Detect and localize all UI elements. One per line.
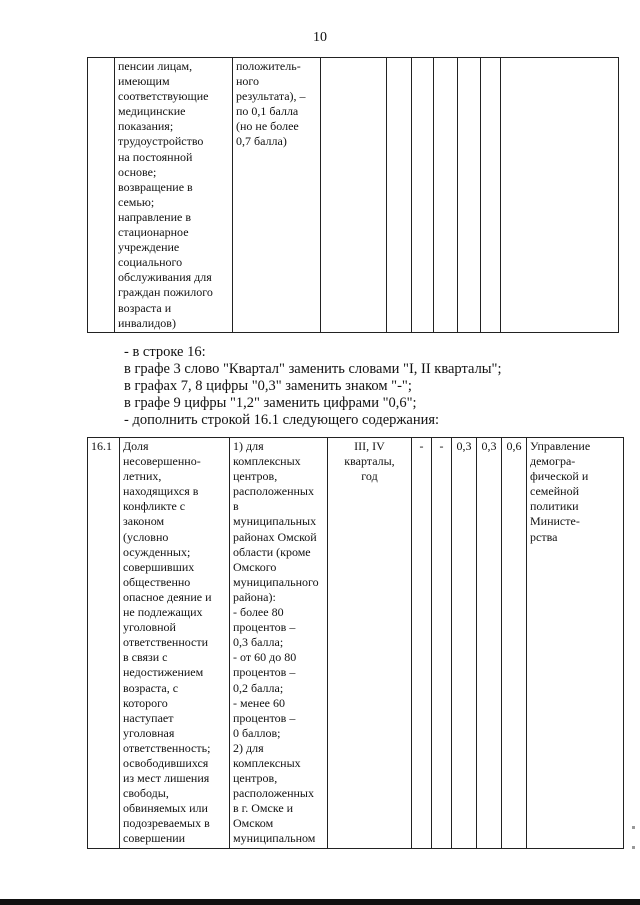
table1-cell-description: пенсии лицам, имеющим соответствующие медицинские показания; трудоустройство на постоянной основе; возвращение в семью; направление в стационарное учреждение социального обслуживания для граждан пожилого возраста и инвалидов) (115, 58, 233, 333)
responsible-department: Управление демогра- фической и семейной политики Министе- рства (527, 438, 624, 849)
scan-bottom-edge (0, 899, 640, 905)
column-6-value: - (432, 438, 452, 849)
indicator-description: Доля несовершенно- летних, находящихся в конфликте с законом (условно осужденных; совершивших общественно опасное деяние и не подлежащих уголовной ответственности в связи с недостижением возраста, с которого наступает уголовная ответственность; освободившихся из мест лишения свободы, обвиняемых или подозреваемых в совершении (120, 438, 230, 849)
instruction-line: - в строке 16: (124, 344, 206, 360)
table1-cell-criteria: положитель- ного результата), – по 0,1 балла (но не более 0,7 балла) (233, 58, 321, 333)
amendment-instructions (124, 344, 502, 429)
table1-cell-period (321, 58, 387, 333)
table1-cell-8 (458, 58, 481, 333)
instruction-line: в графе 3 слово "Квартал" заменить словами "I, II кварталы"; (124, 361, 502, 377)
instruction-line: в графе 9 цифры "1,2" заменить цифрами "0,6"; (124, 395, 417, 411)
column-9-value: 0,6 (502, 438, 527, 849)
table1-cell-9 (481, 58, 501, 333)
evaluation-criteria: 1) для комплексных центров, расположенных в муниципальных районах Омской области (кроме Омского муниципального района): - более 80 процентов – 0,3 балла; - от 60 до 80 процентов – 0,2 балла; - менее 60 процентов – 0 баллов; 2) для комплексных центров, расположенных в г. Омске и Омском муниципальном (230, 438, 328, 849)
column-5-value: - (412, 438, 432, 849)
instruction-line: - дополнить строкой 16.1 следующего содержания: (124, 412, 440, 428)
table-continuation (87, 57, 619, 333)
table1-cell-6 (412, 58, 434, 333)
table-row-16-1 (87, 437, 624, 849)
scan-speck (632, 846, 635, 849)
table1-cell-num (88, 58, 115, 333)
column-8-value: 0,3 (477, 438, 502, 849)
page-number: 10 (313, 30, 327, 45)
table1-cell-responsible (501, 58, 619, 333)
scan-speck (632, 826, 635, 829)
instruction-line: в графах 7, 8 цифры "0,3" заменить знаком "-"; (124, 378, 412, 394)
column-7-value: 0,3 (452, 438, 477, 849)
row-number: 16.1 (88, 438, 120, 849)
table1-cell-7 (434, 58, 458, 333)
table1-cell-5 (387, 58, 412, 333)
reporting-period: III, IV кварталы, год (328, 438, 412, 849)
